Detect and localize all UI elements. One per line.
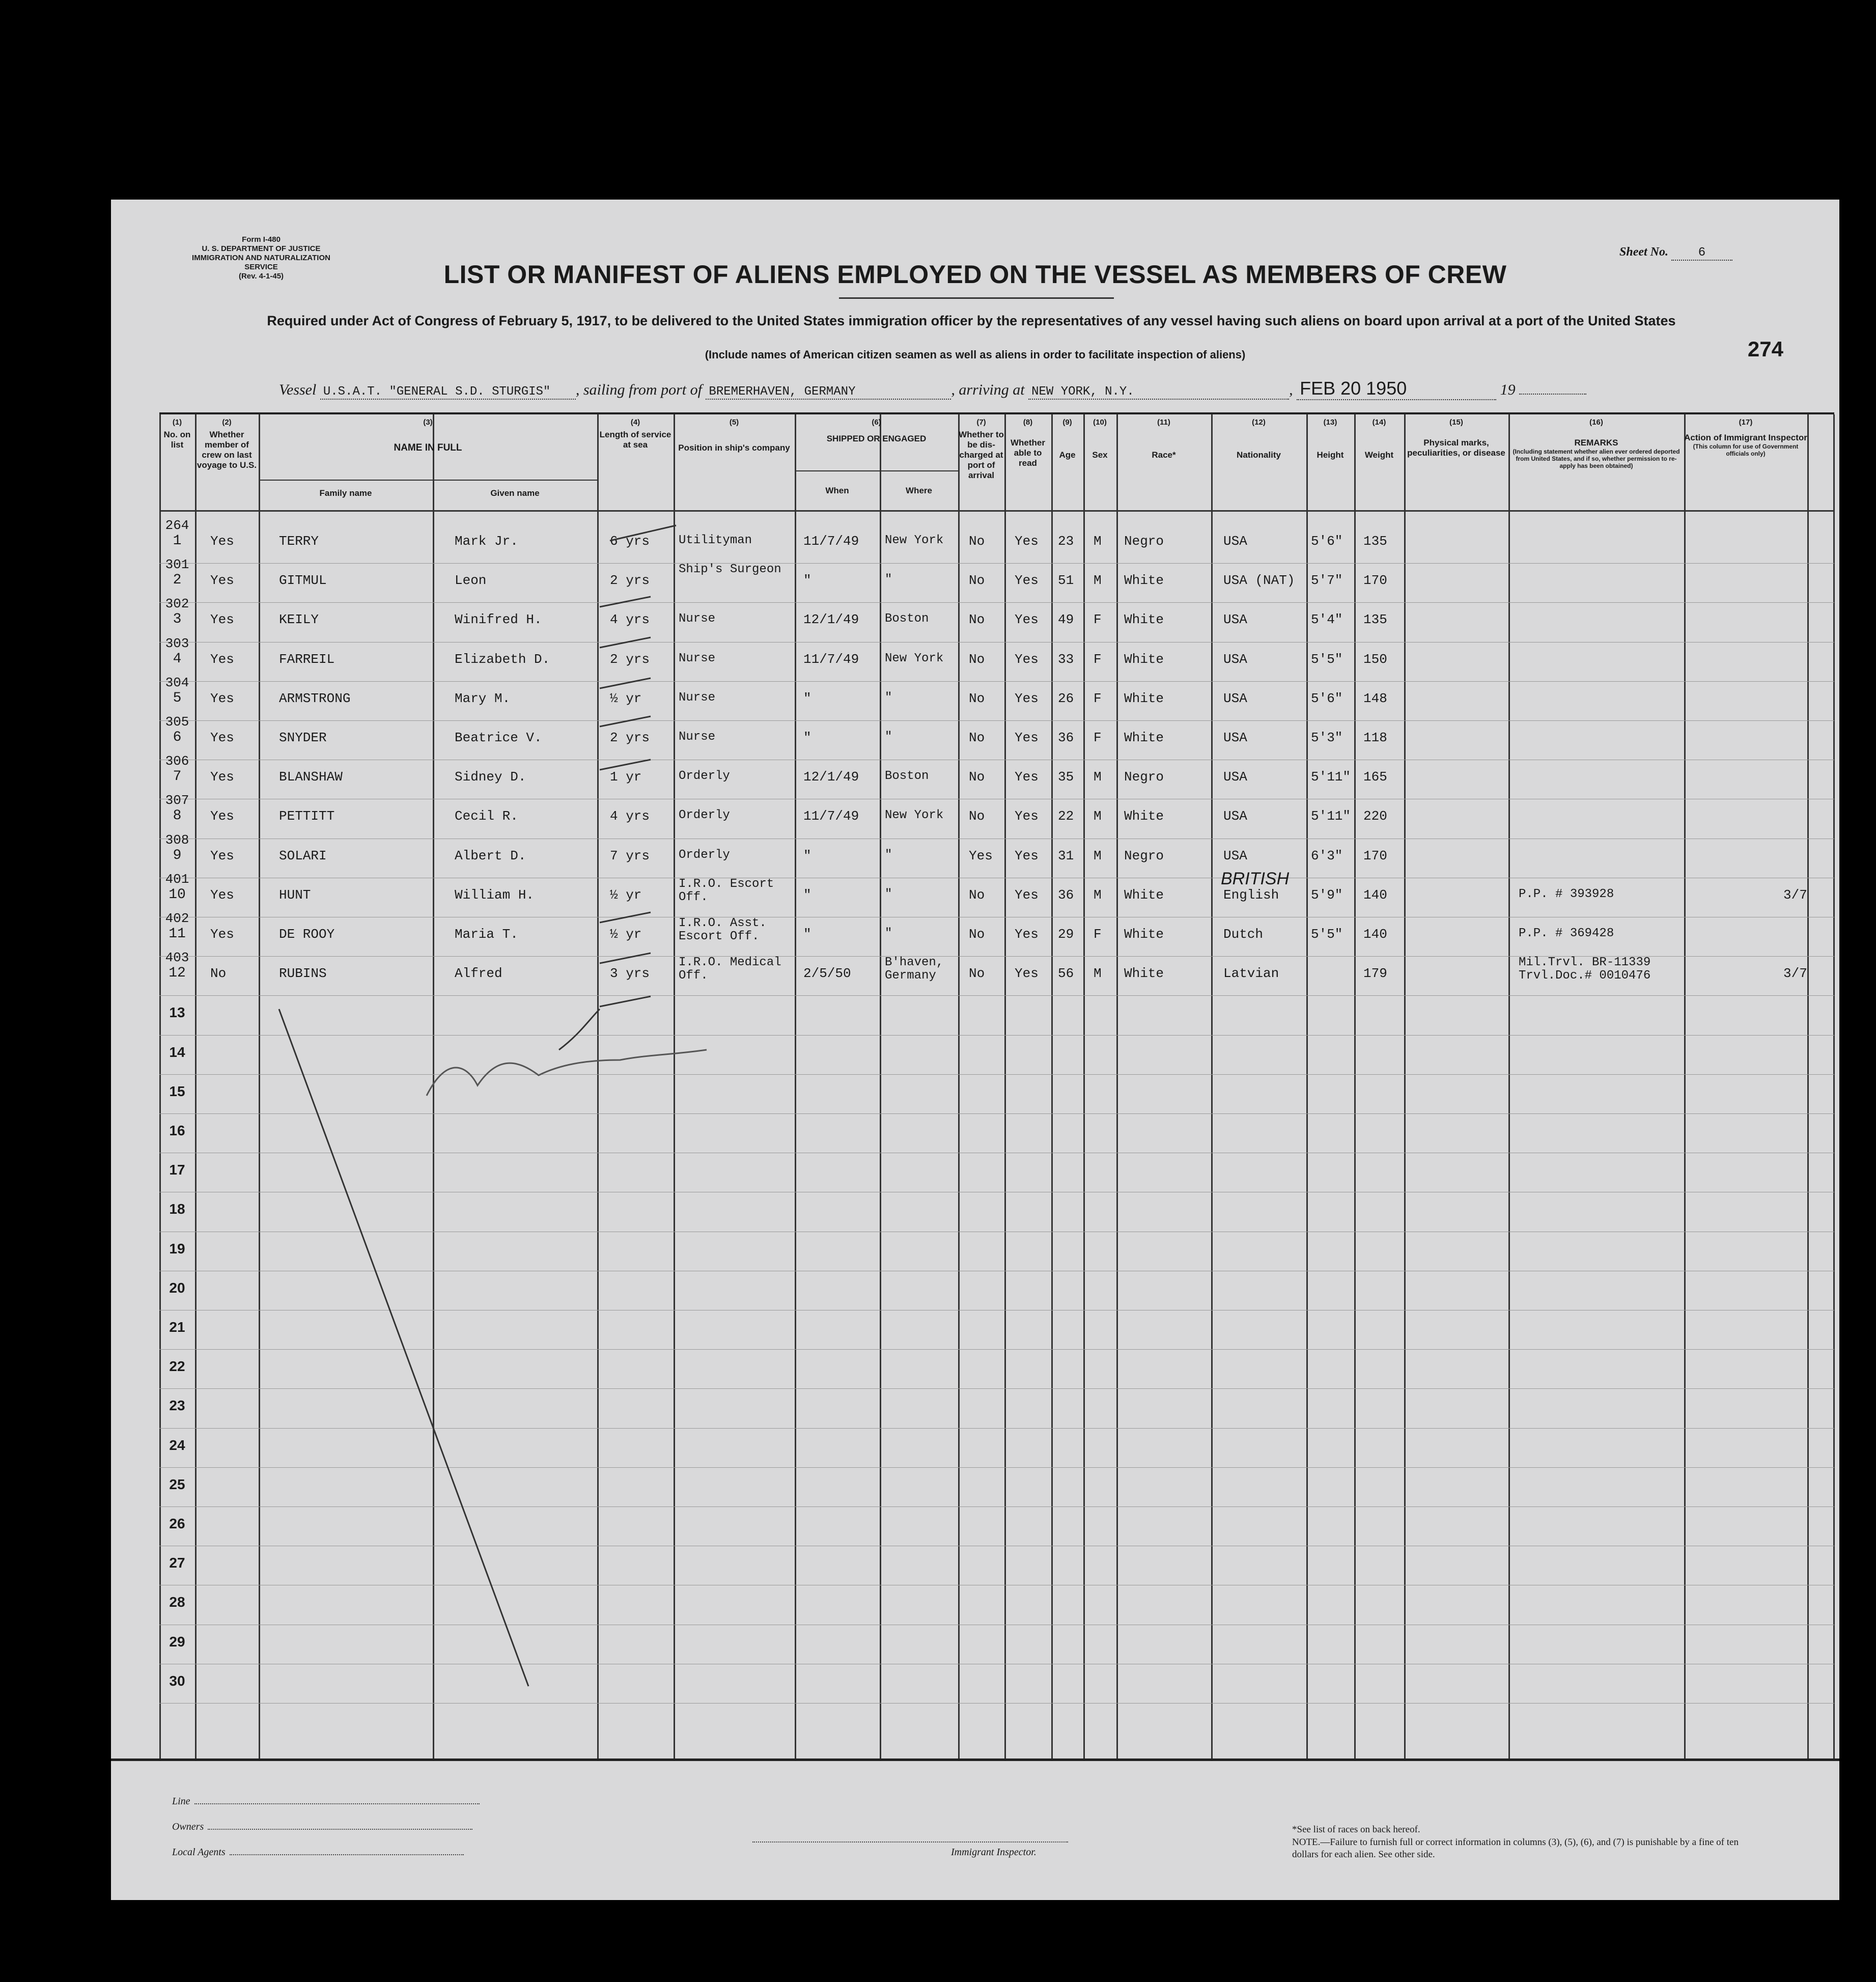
previous-list-number: 302 xyxy=(165,596,189,612)
last-voyage-cell: No xyxy=(210,966,227,982)
service-length-cell: ½ yr xyxy=(610,690,642,706)
discharged-cell: No xyxy=(969,769,985,785)
header-action: (17) Action of Immigrant Inspector (This column for use of Government officials only) xyxy=(1684,418,1807,457)
sex-cell: F xyxy=(1094,612,1102,628)
nationality-cell: USA (NAT) xyxy=(1223,573,1295,589)
position-cell: Nurse xyxy=(679,612,716,626)
shipped-when-cell: 11/7/49 xyxy=(803,651,859,667)
position-cell: Utilityman xyxy=(679,534,752,547)
able-to-read-cell: Yes xyxy=(1015,651,1039,667)
given-name-cell: Cecil R. xyxy=(455,808,518,824)
height-cell: 5'7" xyxy=(1311,573,1343,589)
nationality-cell: USA xyxy=(1223,769,1247,785)
handwritten-marks xyxy=(111,200,1839,1900)
shipped-where-cell: " xyxy=(885,887,892,901)
age-cell: 29 xyxy=(1058,927,1074,942)
shipped-when-cell: 11/7/49 xyxy=(803,808,859,824)
header-where: Where xyxy=(906,486,932,495)
owners-field xyxy=(172,1821,472,1833)
position-cell: Ship's Surgeon xyxy=(679,563,781,577)
discharged-cell: No xyxy=(969,730,985,745)
shipped-where-cell: " xyxy=(885,848,892,862)
sex-cell: M xyxy=(1094,848,1102,863)
sheet-number: 6 xyxy=(1671,246,1732,261)
arrival-date: FEB 20 1950 xyxy=(1297,378,1496,400)
able-to-read-cell: Yes xyxy=(1015,534,1039,549)
header-age: (9) Age xyxy=(1059,418,1076,460)
sex-cell: M xyxy=(1094,534,1102,549)
remarks-cell: P.P. # 393928 xyxy=(1519,887,1614,901)
empty-row-number: 21 xyxy=(169,1319,185,1335)
service-length-cell: 3 yrs xyxy=(610,966,650,982)
weight-cell: 140 xyxy=(1363,887,1387,903)
sex-cell: M xyxy=(1094,573,1102,589)
age-cell: 36 xyxy=(1058,730,1074,745)
shipped-when-cell: " xyxy=(803,573,811,589)
race-cell: White xyxy=(1124,887,1164,903)
given-name-cell: Leon xyxy=(455,573,487,589)
discharged-cell: No xyxy=(969,808,985,824)
shipped-when-cell: " xyxy=(803,887,811,903)
position-cell: I.R.O. Medical Off. xyxy=(679,956,781,983)
family-name-cell: SOLARI xyxy=(279,848,327,863)
race-cell: White xyxy=(1124,612,1164,628)
nationality-cell: Latvian xyxy=(1223,966,1279,982)
service-length-cell: 2 yrs xyxy=(610,573,650,589)
header-no-on-list: (1) No. on list xyxy=(163,418,191,450)
family-name-cell: DE ROOY xyxy=(279,927,335,942)
list-number: 4 xyxy=(173,651,182,667)
line-field xyxy=(172,1796,480,1807)
race-cell: Negro xyxy=(1124,534,1164,549)
position-cell: Orderly xyxy=(679,848,730,862)
given-name-cell: Sidney D. xyxy=(455,769,526,785)
age-cell: 26 xyxy=(1058,690,1074,706)
weight-cell: 170 xyxy=(1363,573,1387,589)
height-cell: 5'11" xyxy=(1311,808,1351,824)
discharged-cell: No xyxy=(969,887,985,903)
service-length-cell: ½ yr xyxy=(610,927,642,942)
race-cell: White xyxy=(1124,690,1164,706)
service-name: IMMIGRATION AND NATURALIZATION SERVICE xyxy=(192,254,330,271)
empty-row-number: 25 xyxy=(169,1476,185,1492)
header-height: (13) Height xyxy=(1317,418,1344,460)
given-name-cell: Maria T. xyxy=(455,927,518,942)
discharged-cell: No xyxy=(969,966,985,982)
header-nationality: (12) Nationality xyxy=(1237,418,1281,460)
last-voyage-cell: Yes xyxy=(210,848,234,863)
local-agents-field xyxy=(172,1847,464,1858)
given-name-cell: Winifred H. xyxy=(455,612,542,628)
vessel-line: Vessel U.S.A.T. "GENERAL S.D. STURGIS" , sailing from port of BREMERHAVEN, GERMANY , arriving at NEW YORK, N.Y. , FEB 20 1950 19 xyxy=(279,378,1586,400)
age-cell: 36 xyxy=(1058,887,1074,903)
service-length-cell: 4 yrs xyxy=(610,808,650,824)
nationality-cell: USA xyxy=(1223,612,1247,628)
position-cell: I.R.O. Asst. Escort Off. xyxy=(679,916,767,943)
header-family-name: Family name xyxy=(319,488,372,498)
service-length-cell: ½ yr xyxy=(610,887,642,903)
race-cell: White xyxy=(1124,651,1164,667)
last-voyage-cell: Yes xyxy=(210,769,234,785)
race-cell: White xyxy=(1124,927,1164,942)
position-cell: I.R.O. Escort Off. xyxy=(679,877,774,904)
empty-row-number: 19 xyxy=(169,1240,185,1257)
nationality-cell: USA xyxy=(1223,848,1247,863)
port-from: BREMERHAVEN, GERMANY xyxy=(706,385,951,400)
family-name-cell: ARMSTRONG xyxy=(279,690,351,706)
shipped-where-cell: New York xyxy=(885,808,944,823)
previous-list-number: 308 xyxy=(165,832,189,848)
weight-cell: 179 xyxy=(1363,966,1387,982)
inspector-label: Immigrant Inspector. xyxy=(951,1847,1037,1858)
height-cell: 5'9" xyxy=(1311,887,1343,903)
shipped-where-cell: " xyxy=(885,690,892,705)
family-name-cell: KEILY xyxy=(279,612,319,628)
weight-cell: 118 xyxy=(1363,730,1387,745)
height-cell: 5'3" xyxy=(1311,730,1343,745)
shipped-where-cell: Boston xyxy=(885,769,929,784)
weight-cell: 135 xyxy=(1363,612,1387,628)
empty-row-number: 18 xyxy=(169,1201,185,1217)
nationality-handwritten-note: BRITISH xyxy=(1221,869,1290,888)
sex-cell: M xyxy=(1094,808,1102,824)
list-number: 12 xyxy=(169,965,186,982)
given-name-cell: Elizabeth D. xyxy=(455,651,550,667)
able-to-read-cell: Yes xyxy=(1015,927,1039,942)
family-name-cell: HUNT xyxy=(279,887,311,903)
able-to-read-cell: Yes xyxy=(1015,887,1039,903)
header-given-name: Given name xyxy=(490,488,540,498)
age-cell: 51 xyxy=(1058,573,1074,589)
height-cell: 5'4" xyxy=(1311,612,1343,628)
able-to-read-cell: Yes xyxy=(1015,612,1039,628)
fine-note: NOTE.—Failure to furnish full or correct information in columns (3), (5), (6), and (7) is punishable by a fine of ten dollars for each alien. See other side. xyxy=(1292,1837,1739,1860)
able-to-read-cell: Yes xyxy=(1015,690,1039,706)
given-name-cell: William H. xyxy=(455,887,535,903)
previous-list-number: 303 xyxy=(165,635,189,651)
height-cell: 6'3" xyxy=(1311,848,1343,863)
vessel-name: U.S.A.T. "GENERAL S.D. STURGIS" xyxy=(320,385,576,400)
age-cell: 49 xyxy=(1058,612,1074,628)
sex-cell: F xyxy=(1094,690,1102,706)
last-voyage-cell: Yes xyxy=(210,808,234,824)
empty-row-number: 27 xyxy=(169,1555,185,1571)
header-remarks: (16) REMARKS (Including statement whether alien ever ordered deported from United States, and if so, whether permission to re-apply has been obtained) xyxy=(1513,418,1680,469)
inspector-signature-line xyxy=(752,1841,1068,1843)
able-to-read-cell: Yes xyxy=(1015,848,1039,863)
previous-list-number: 301 xyxy=(165,557,189,573)
shipped-when-cell: " xyxy=(803,848,811,863)
remarks-cell: Mil.Trvl. BR-11339 Trvl.Doc.# 0010476 xyxy=(1519,956,1651,983)
sex-cell: M xyxy=(1094,887,1102,903)
page-subnote: (Include names of American citizen seamen as well as aliens in order to facilitate inspection of aliens) xyxy=(705,348,1246,361)
page-title: LIST OR MANIFEST OF ALIENS EMPLOYED ON THE VESSEL AS MEMBERS OF CREW xyxy=(443,260,1507,289)
list-number: 5 xyxy=(173,690,182,706)
given-name-cell: Mary M. xyxy=(455,690,511,706)
race-cell: White xyxy=(1124,808,1164,824)
sex-cell: M xyxy=(1094,966,1102,982)
shipped-where-cell: New York xyxy=(885,651,944,665)
sailing-label: , sailing from port of xyxy=(575,381,702,398)
empty-row-number: 17 xyxy=(169,1162,185,1178)
position-cell: Orderly xyxy=(679,808,730,823)
service-length-cell: 1 yr xyxy=(610,769,642,785)
shipped-where-cell: " xyxy=(885,927,892,940)
weight-cell: 140 xyxy=(1363,927,1387,942)
form-number: Form I-480 xyxy=(242,235,281,244)
position-cell: Orderly xyxy=(679,769,730,784)
races-note: *See list of races on back hereof. xyxy=(1292,1824,1420,1835)
empty-row-number: 30 xyxy=(169,1672,185,1689)
local-agents-label: Local Agents xyxy=(172,1847,226,1858)
height-cell: 5'5" xyxy=(1311,651,1343,667)
header-sex: (10) Sex xyxy=(1092,418,1108,460)
list-number: 1 xyxy=(173,533,182,549)
shipped-where-cell: Boston xyxy=(885,612,929,626)
age-cell: 23 xyxy=(1058,534,1074,549)
discharged-cell: No xyxy=(969,573,985,589)
position-cell: Nurse xyxy=(679,651,716,665)
discharged-cell: No xyxy=(969,612,985,628)
able-to-read-cell: Yes xyxy=(1015,769,1039,785)
able-to-read-cell: Yes xyxy=(1015,808,1039,824)
list-number: 7 xyxy=(173,769,182,785)
age-cell: 22 xyxy=(1058,808,1074,824)
previous-list-number: 305 xyxy=(165,714,189,730)
manifest-sheet xyxy=(111,200,1839,1900)
previous-list-number: 401 xyxy=(165,871,189,887)
list-number: 10 xyxy=(169,886,186,903)
discharged-cell: No xyxy=(969,690,985,706)
port-to: NEW YORK, N.Y. xyxy=(1028,385,1289,400)
page-subtitle: Required under Act of Congress of February 5, 1917, to be delivered to the United States immigration officer by the representatives of any vessel having such aliens on board upon arrival at a port of the United States xyxy=(267,313,1676,328)
height-cell: 5'6" xyxy=(1311,534,1343,549)
nationality-cell: USA xyxy=(1223,808,1247,824)
sex-cell: M xyxy=(1094,769,1102,785)
able-to-read-cell: Yes xyxy=(1015,966,1039,982)
shipped-where-cell: New York xyxy=(885,534,944,547)
empty-row-number: 20 xyxy=(169,1279,185,1296)
sex-cell: F xyxy=(1094,927,1102,942)
family-name-cell: BLANSHAW xyxy=(279,769,343,785)
line-label: Line xyxy=(172,1796,190,1807)
race-cell: Negro xyxy=(1124,769,1164,785)
shipped-when-cell: " xyxy=(803,730,811,745)
owners-label: Owners xyxy=(172,1821,204,1832)
list-number: 11 xyxy=(169,926,186,942)
service-length-cell: 7 yrs xyxy=(610,848,650,863)
header-position: (5) Position in ship's company xyxy=(678,418,790,453)
race-cell: White xyxy=(1124,573,1164,589)
shipped-when-cell: " xyxy=(803,690,811,706)
empty-row-number: 14 xyxy=(169,1044,185,1060)
previous-list-number: 402 xyxy=(165,911,189,926)
shipped-where-cell: " xyxy=(885,573,892,587)
service-length-cell: 6 yrs xyxy=(610,534,650,549)
discharged-cell: No xyxy=(969,651,985,667)
form-revision: (Rev. 4-1-45) xyxy=(238,272,284,281)
last-voyage-cell: Yes xyxy=(210,534,234,549)
header-name-in-full: (3) NAME IN FULL xyxy=(394,418,462,453)
nationality-cell: USA xyxy=(1223,730,1247,745)
sex-cell: F xyxy=(1094,730,1102,745)
height-cell: 5'5" xyxy=(1311,927,1343,942)
last-voyage-cell: Yes xyxy=(210,612,234,628)
last-voyage-cell: Yes xyxy=(210,887,234,903)
empty-row-number: 26 xyxy=(169,1516,185,1531)
family-name-cell: SNYDER xyxy=(279,730,327,745)
year-label: 19 xyxy=(1500,381,1516,398)
race-cell: White xyxy=(1124,966,1164,982)
header-able-to-read: (8) Whether able to read xyxy=(1011,418,1045,468)
previous-list-number: 264 xyxy=(165,518,189,533)
empty-row-number: 22 xyxy=(169,1358,185,1375)
last-voyage-cell: Yes xyxy=(210,690,234,706)
given-name-cell: Mark Jr. xyxy=(455,534,518,549)
header-length-of-service: (4) Length of service at sea xyxy=(599,418,671,450)
shipped-when-cell: " xyxy=(803,927,811,942)
empty-row-number: 28 xyxy=(169,1594,185,1610)
sheet-label: Sheet No. xyxy=(1619,245,1668,259)
last-voyage-cell: Yes xyxy=(210,730,234,745)
age-cell: 35 xyxy=(1058,769,1074,785)
discharged-cell: Yes xyxy=(969,848,993,863)
header-last-voyage: (2) Whether member of crew on last voyage to U.S. xyxy=(197,418,257,470)
list-number: 6 xyxy=(173,730,182,745)
stamp-number: 274 xyxy=(1747,337,1783,361)
previous-list-number: 306 xyxy=(165,753,189,769)
empty-row-number: 24 xyxy=(169,1437,185,1453)
position-cell: Nurse xyxy=(679,690,716,705)
weight-cell: 165 xyxy=(1363,769,1387,785)
service-length-cell: 2 yrs xyxy=(610,651,650,667)
vessel-label: Vessel xyxy=(279,381,317,398)
last-voyage-cell: Yes xyxy=(210,573,234,589)
header-physical-marks: (15) Physical marks, peculiarities, or disease xyxy=(1407,418,1505,458)
family-name-cell: PETTITT xyxy=(279,808,335,824)
remarks-cell: P.P. # 369428 xyxy=(1519,927,1614,940)
header-weight: (14) Weight xyxy=(1364,418,1394,460)
weight-cell: 150 xyxy=(1363,651,1387,667)
nationality-cell: Dutch xyxy=(1223,927,1264,942)
header-when: When xyxy=(825,486,849,495)
last-voyage-cell: Yes xyxy=(210,927,234,942)
nationality-cell: English xyxy=(1223,887,1279,903)
height-cell: 5'11" xyxy=(1311,769,1351,785)
weight-cell: 135 xyxy=(1363,534,1387,549)
able-to-read-cell: Yes xyxy=(1015,573,1039,589)
age-cell: 33 xyxy=(1058,651,1074,667)
weight-cell: 220 xyxy=(1363,808,1387,824)
height-cell: 5'6" xyxy=(1311,690,1343,706)
shipped-when-cell: 12/1/49 xyxy=(803,612,859,628)
empty-row-number: 29 xyxy=(169,1633,185,1650)
family-name-cell: FARREIL xyxy=(279,651,335,667)
empty-row-number: 15 xyxy=(169,1083,185,1099)
department-name: U. S. DEPARTMENT OF JUSTICE xyxy=(202,244,321,253)
given-name-cell: Beatrice V. xyxy=(455,730,542,745)
nationality-cell: USA xyxy=(1223,534,1247,549)
shipped-where-cell: " xyxy=(885,730,892,744)
service-length-cell: 4 yrs xyxy=(610,612,650,628)
shipped-where-cell: B'haven, Germany xyxy=(885,956,944,983)
list-number: 3 xyxy=(173,611,182,628)
list-number: 9 xyxy=(173,847,182,863)
previous-list-number: 307 xyxy=(165,793,189,808)
shipped-when-cell: 2/5/50 xyxy=(803,966,851,982)
weight-cell: 170 xyxy=(1363,848,1387,863)
race-cell: Negro xyxy=(1124,848,1164,863)
service-length-cell: 2 yrs xyxy=(610,730,650,745)
empty-row-number: 13 xyxy=(169,1004,185,1021)
list-number: 2 xyxy=(173,572,182,589)
given-name-cell: Albert D. xyxy=(455,848,526,863)
family-name-cell: RUBINS xyxy=(279,966,327,982)
shipped-when-cell: 11/7/49 xyxy=(803,534,859,549)
position-cell: Nurse xyxy=(679,730,716,744)
race-cell: White xyxy=(1124,730,1164,745)
family-name-cell: TERRY xyxy=(279,534,319,549)
nationality-cell: USA xyxy=(1223,651,1247,667)
empty-row-number: 16 xyxy=(169,1123,185,1138)
weight-cell: 148 xyxy=(1363,690,1387,706)
family-name-cell: GITMUL xyxy=(279,573,327,589)
discharged-cell: No xyxy=(969,534,985,549)
nationality-cell: USA xyxy=(1223,690,1247,706)
header-race: (11) Race* xyxy=(1152,418,1176,460)
arriving-label: , arriving at xyxy=(951,381,1025,398)
discharged-cell: No xyxy=(969,927,985,942)
sex-cell: F xyxy=(1094,651,1102,667)
action-cell: 3/7 xyxy=(1783,887,1807,903)
empty-row-number: 23 xyxy=(169,1398,185,1414)
header-discharged: (7) Whether to be dis-charged at port of arrival xyxy=(959,418,1004,480)
footer-divider xyxy=(111,1758,1839,1761)
able-to-read-cell: Yes xyxy=(1015,730,1039,745)
last-voyage-cell: Yes xyxy=(210,651,234,667)
previous-list-number: 304 xyxy=(165,675,189,690)
age-cell: 31 xyxy=(1058,848,1074,863)
header-shipped-or-engaged: (6) SHIPPED OR ENGAGED xyxy=(826,418,927,443)
previous-list-number: 403 xyxy=(165,950,189,966)
given-name-cell: Alfred xyxy=(455,966,502,982)
action-cell: 3/7 xyxy=(1783,966,1807,982)
list-number: 8 xyxy=(173,808,182,824)
shipped-when-cell: 12/1/49 xyxy=(803,769,859,785)
age-cell: 56 xyxy=(1058,966,1074,982)
